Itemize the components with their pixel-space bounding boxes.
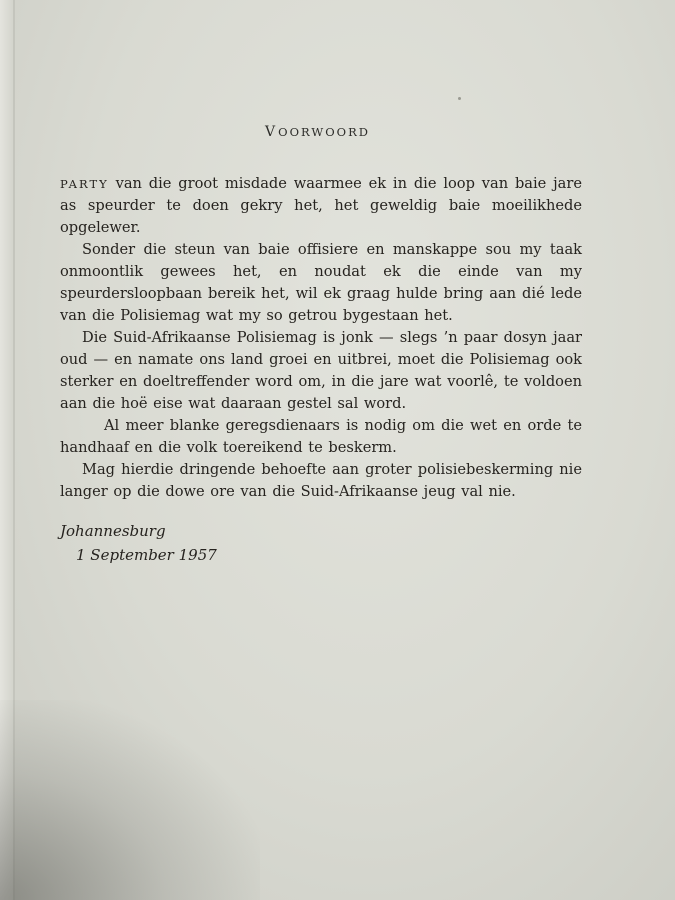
signature-place: Johannesburg xyxy=(60,522,166,540)
paragraph-4: Al meer blanke geregsdienaars is nodig om die wet en orde te handhaaf en die volk toereikend te beskerm. xyxy=(60,417,582,456)
paragraph-5: Mag hierdie dringende behoefte aan groter polisiebeskerming nie langer op die dowe ore van die Suid-Afrikaanse jeug val nie. xyxy=(60,461,582,500)
paragraph-1-lead: PARTY xyxy=(60,177,109,191)
paper-speck xyxy=(458,97,461,100)
heading-initial: V xyxy=(265,124,279,140)
paragraph-1-text: van die groot misdade waarmee ek in die loop van baie jare as speurder te doen gekry het, het geweldig baie moeilikhede opgelewer. xyxy=(60,175,582,236)
paragraph-1 xyxy=(60,173,582,239)
signature-date: 1 September 1957 xyxy=(76,546,217,564)
page-heading xyxy=(0,124,635,140)
paragraph-2: Sonder die steun van baie offisiere en manskappe sou my taak onmoontlik gewees het, en noudat ek die einde van my speurdersloopbaan bereik het, wil ek graag hulde bring aan dié lede van die Polisiemag wat my so getrou bygestaan het. xyxy=(60,241,582,324)
foreword-body xyxy=(60,173,582,503)
corner-shadow xyxy=(0,700,260,900)
heading-rest: OORWOORD xyxy=(278,125,370,139)
paragraph-3: Die Suid-Afrikaanse Polisiemag is jonk — slegs ’n paar dosyn jaar oud — en namate ons land groei en uitbrei, moet die Polisiemag ook sterker en doeltreffender word om, in die jare wat voorlê, te voldoen aan die hoë eise wat daaraan gestel sal word. xyxy=(60,329,582,412)
